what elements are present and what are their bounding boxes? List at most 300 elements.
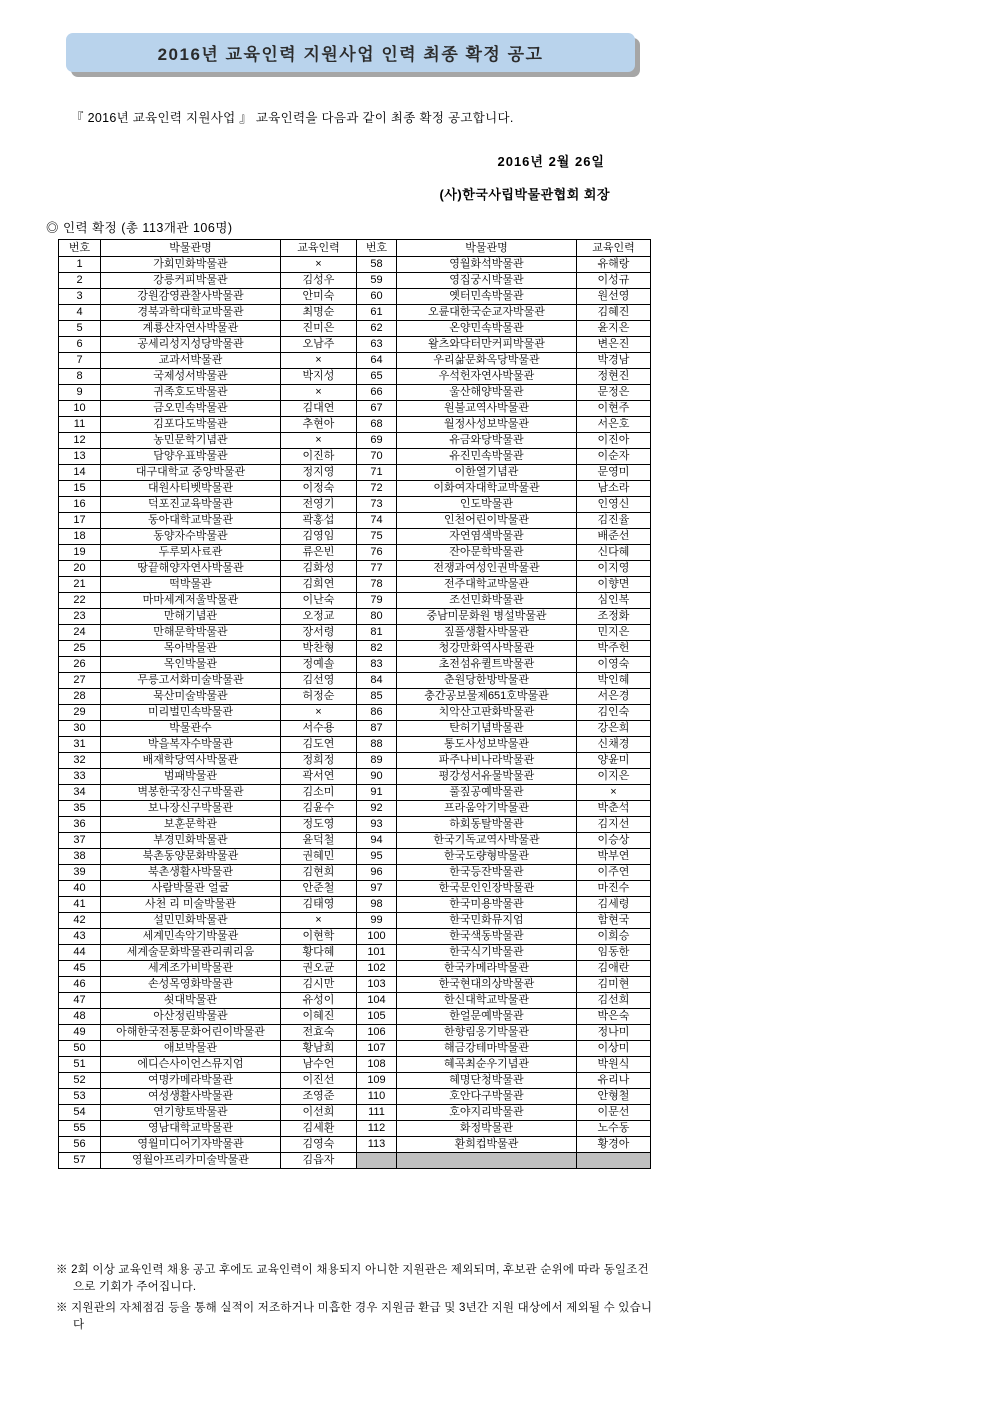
museum-name-cell: 만해기념관 [101,609,281,625]
row-number-cell: 30 [59,721,101,737]
personnel-cell: 이현주 [577,401,651,417]
row-number-cell: 99 [357,913,397,929]
personnel-cell: 김영임 [281,529,357,545]
museum-name-cell: 세계조가비박물관 [101,961,281,977]
row-number-cell: 28 [59,689,101,705]
personnel-cell: 서수용 [281,721,357,737]
museum-name-cell: 계룡산자연사박물관 [101,321,281,337]
table-row [59,1009,651,1025]
personnel-cell: 김시만 [281,977,357,993]
row-number-cell: 14 [59,465,101,481]
personnel-cell: 변은진 [577,337,651,353]
museum-name-cell: 여명카메라박물관 [101,1073,281,1089]
header-museum-left: 박물관명 [101,240,281,257]
museum-name-cell: 전쟁과여성인권박물관 [397,561,577,577]
museum-name-cell: 떡박물관 [101,577,281,593]
museum-name-cell: 동아대학교박물관 [101,513,281,529]
personnel-cell: 이영숙 [577,657,651,673]
personnel-table [58,239,651,1169]
personnel-cell: 이난숙 [281,593,357,609]
personnel-cell: 곽서연 [281,769,357,785]
row-number-cell: 55 [59,1121,101,1137]
table-row [59,977,651,993]
museum-name-cell: 세계술문화박물관리쿼리움 [101,945,281,961]
museum-name-cell: 울산해양박물관 [397,385,577,401]
personnel-cell: 원선영 [577,289,651,305]
table-row [59,817,651,833]
museum-name-cell: 영집궁시박물관 [397,273,577,289]
personnel-cell: 전영기 [281,497,357,513]
row-number-cell: 76 [357,545,397,561]
row-number-cell: 63 [357,337,397,353]
row-number-cell: 11 [59,417,101,433]
table-row [59,705,651,721]
museum-name-cell: 유금와당박물관 [397,433,577,449]
row-number-cell: 92 [357,801,397,817]
row-number-cell: 9 [59,385,101,401]
row-number-cell: 94 [357,833,397,849]
row-number-cell: 113 [357,1137,397,1153]
row-number-cell: 93 [357,817,397,833]
row-number-cell: 110 [357,1089,397,1105]
personnel-cell: 김지선 [577,817,651,833]
table-row [59,577,651,593]
row-number-cell: 46 [59,977,101,993]
table-row [59,721,651,737]
row-number-cell: 27 [59,673,101,689]
museum-name-cell: 잔아문학박물관 [397,545,577,561]
table-row [59,1025,651,1041]
table-row [59,945,651,961]
museum-name-cell: 미리벌민속박물관 [101,705,281,721]
museum-name-cell: 초전섬유퀼트박물관 [397,657,577,673]
museum-name-cell: 오륜대한국순교자박물관 [397,305,577,321]
museum-name-cell: 아산정린박물관 [101,1009,281,1025]
museum-name-cell: 한국색동박물관 [397,929,577,945]
personnel-cell: 이선희 [281,1105,357,1121]
personnel-cell: 안준철 [281,881,357,897]
personnel-cell: 서은경 [577,689,651,705]
title-banner [66,33,635,72]
row-number-cell: 1 [59,257,101,273]
museum-name-cell: 이한열기념관 [397,465,577,481]
museum-name-cell: 월정사성보박물관 [397,417,577,433]
personnel-cell: 류은빈 [281,545,357,561]
header-personnel-right: 교육인력 [577,240,651,257]
personnel-cell: 김진율 [577,513,651,529]
row-number-cell: 5 [59,321,101,337]
museum-name-cell: 교과서박물관 [101,353,281,369]
personnel-cell: × [281,385,357,401]
row-number-cell: 51 [59,1057,101,1073]
personnel-cell: 조정화 [577,609,651,625]
personnel-cell: 배준선 [577,529,651,545]
personnel-cell: 김선영 [281,673,357,689]
personnel-cell: 권오균 [281,961,357,977]
personnel-cell: 추현아 [281,417,357,433]
personnel-cell: 박찬형 [281,641,357,657]
museum-name-cell: 연기향토박물관 [101,1105,281,1121]
row-number-cell: 65 [357,369,397,385]
table-header-row [59,240,651,257]
table-row [59,625,651,641]
personnel-cell: 정예솔 [281,657,357,673]
table-row [59,993,651,1009]
row-number-cell: 43 [59,929,101,945]
museum-name-cell: 경북과학대학교박물관 [101,305,281,321]
museum-name-cell: 무릉고서화미술박물관 [101,673,281,689]
personnel-cell: 진미은 [281,321,357,337]
row-number-cell: 109 [357,1073,397,1089]
row-number-cell: 59 [357,273,397,289]
personnel-cell: 유해랑 [577,257,651,273]
row-number-cell: 47 [59,993,101,1009]
museum-name-cell: 우석헌자연사박물관 [397,369,577,385]
table-row [59,1089,651,1105]
museum-name-cell: 호안다구박물관 [397,1089,577,1105]
footnote-item: ※ 지원관의 자체점검 등을 통해 실적이 저조하거나 미흡한 경우 지원금 환급 및 3년간 지원 대상에서 제외될 수 있습니다 [56,1301,653,1331]
museum-name-cell: 동양자수박물관 [101,529,281,545]
personnel-cell: 정지영 [281,465,357,481]
row-number-cell: 80 [357,609,397,625]
museum-name-cell: 조선민화박물관 [397,593,577,609]
museum-name-cell: 대구대학교 중앙박물관 [101,465,281,481]
museum-name-cell: 북촌동양문화박물관 [101,849,281,865]
row-number-cell: 39 [59,865,101,881]
table-row [59,257,651,273]
personnel-cell: 서은호 [577,417,651,433]
museum-name-cell: 온양민속박물관 [397,321,577,337]
table-row [59,353,651,369]
museum-name-cell: 금오민속박물관 [101,401,281,417]
museum-name-cell: 해금강테마박물관 [397,1041,577,1057]
personnel-cell: 노수동 [577,1121,651,1137]
personnel-cell: 민지은 [577,625,651,641]
personnel-cell: 박은숙 [577,1009,651,1025]
museum-name-cell: 사람박물관 얼굴 [101,881,281,897]
museum-name-cell: 한신대학교박물관 [397,993,577,1009]
museum-name-cell: 평강성서유물박물관 [397,769,577,785]
personnel-cell: 이현학 [281,929,357,945]
personnel-cell [577,1153,651,1169]
personnel-cell: 김대연 [281,401,357,417]
museum-name-cell: 애보박물관 [101,1041,281,1057]
museum-name-cell: 목아박물관 [101,641,281,657]
museum-name-cell: 아해한국전통문화어린이박물관 [101,1025,281,1041]
museum-name-cell: 강원감영관찰사박물관 [101,289,281,305]
museum-name-cell: 여성생활사박물관 [101,1089,281,1105]
row-number-cell: 74 [357,513,397,529]
museum-name-cell: 국제성서박물관 [101,369,281,385]
row-number-cell: 37 [59,833,101,849]
museum-name-cell: 벽봉한국장신구박물관 [101,785,281,801]
section-heading: ◎ 인력 확정 (총 113개관 106명) [46,221,233,235]
personnel-cell: 박경남 [577,353,651,369]
signature-line: (사)한국사립박물관협회 회장 [439,187,610,202]
museum-name-cell: 김포다도박물관 [101,417,281,433]
row-number-cell: 90 [357,769,397,785]
museum-name-cell: 쇳대박물관 [101,993,281,1009]
row-number-cell: 23 [59,609,101,625]
museum-name-cell: 사천 리 미술박물관 [101,897,281,913]
row-number-cell: 33 [59,769,101,785]
personnel-cell: 김미현 [577,977,651,993]
personnel-cell: 이상미 [577,1041,651,1057]
museum-name-cell: 박물관수 [101,721,281,737]
row-number-cell: 12 [59,433,101,449]
museum-name-cell: 치악산고판화박물관 [397,705,577,721]
museum-name-cell: 강릉커피박물관 [101,273,281,289]
row-number-cell: 89 [357,753,397,769]
row-number-cell: 91 [357,785,397,801]
personnel-cell: 김영숙 [281,1137,357,1153]
personnel-cell: 권혜민 [281,849,357,865]
museum-name-cell: 귀족호도박물관 [101,385,281,401]
row-number-cell: 95 [357,849,397,865]
museum-name-cell: 영남대학교박물관 [101,1121,281,1137]
museum-name-cell: 원불교역사박물관 [397,401,577,417]
table-row [59,481,651,497]
row-number-cell: 97 [357,881,397,897]
row-number-cell: 22 [59,593,101,609]
row-number-cell: 101 [357,945,397,961]
museum-name-cell: 만해문학박물관 [101,625,281,641]
row-number-cell: 19 [59,545,101,561]
table-row [59,913,651,929]
personnel-cell: 안형철 [577,1089,651,1105]
personnel-cell: 김윤수 [281,801,357,817]
museum-name-cell: 담양우표박물관 [101,449,281,465]
row-number-cell: 8 [59,369,101,385]
row-number-cell: 68 [357,417,397,433]
museum-name-cell: 손성목영화박물관 [101,977,281,993]
personnel-cell: 이희승 [577,929,651,945]
personnel-cell: 박춘석 [577,801,651,817]
museum-name-cell: 중남미문화원 병설박물관 [397,609,577,625]
museum-name-cell: 보나장신구박물관 [101,801,281,817]
row-number-cell: 16 [59,497,101,513]
personnel-cell: 윤지은 [577,321,651,337]
row-number-cell: 54 [59,1105,101,1121]
personnel-cell: 윤덕철 [281,833,357,849]
museum-name-cell [397,1153,577,1169]
museum-name-cell: 통도사성보박물관 [397,737,577,753]
header-museum-right: 박물관명 [397,240,577,257]
row-number-cell: 64 [357,353,397,369]
personnel-cell: 정희정 [281,753,357,769]
museum-name-cell: 한국도량형박물관 [397,849,577,865]
page-title: 2016년 교육인력 지원사업 인력 최종 확정 공고 [157,45,544,64]
row-number-cell: 45 [59,961,101,977]
personnel-cell: 남수언 [281,1057,357,1073]
table-row [59,769,651,785]
personnel-cell: × [281,353,357,369]
row-number-cell: 75 [357,529,397,545]
table-row [59,641,651,657]
row-number-cell: 62 [357,321,397,337]
museum-name-cell: 탄허기념박물관 [397,721,577,737]
table-row [59,1137,651,1153]
row-number-cell: 103 [357,977,397,993]
table-row [59,609,651,625]
personnel-cell: 인영신 [577,497,651,513]
museum-name-cell: 춘원당한방박물관 [397,673,577,689]
table-row [59,369,651,385]
row-number-cell: 85 [357,689,397,705]
museum-name-cell: 풀짚공예박물관 [397,785,577,801]
personnel-cell: 박주헌 [577,641,651,657]
personnel-cell: 황경아 [577,1137,651,1153]
row-number-cell: 2 [59,273,101,289]
personnel-cell: 황다혜 [281,945,357,961]
personnel-cell: 이문선 [577,1105,651,1121]
museum-name-cell: 배재학당역사박물관 [101,753,281,769]
personnel-cell: 문정은 [577,385,651,401]
personnel-cell: 김도연 [281,737,357,753]
personnel-cell: 이혜진 [281,1009,357,1025]
table-body [59,257,651,1169]
personnel-cell: 최명순 [281,305,357,321]
museum-name-cell: 범패박물관 [101,769,281,785]
table-row [59,465,651,481]
row-number-cell: 81 [357,625,397,641]
museum-name-cell: 혜명단청박물관 [397,1073,577,1089]
row-number-cell: 18 [59,529,101,545]
row-number-cell: 102 [357,961,397,977]
museum-name-cell: 한국민화뮤지엄 [397,913,577,929]
table-row [59,833,651,849]
row-number-cell: 104 [357,993,397,1009]
table-row [59,433,651,449]
museum-name-cell: 우리삶문화옥당박물관 [397,353,577,369]
row-number-cell: 56 [59,1137,101,1153]
personnel-cell: 전효숙 [281,1025,357,1041]
table-row [59,689,651,705]
personnel-cell: 양윤미 [577,753,651,769]
header-personnel-left: 교육인력 [281,240,357,257]
row-number-cell: 3 [59,289,101,305]
museum-name-cell: 대원사티벳박물관 [101,481,281,497]
personnel-cell: 김인숙 [577,705,651,721]
museum-name-cell: 짚풀생활사박물관 [397,625,577,641]
row-number-cell: 77 [357,561,397,577]
row-number-cell: 67 [357,401,397,417]
row-number-cell: 83 [357,657,397,673]
museum-name-cell: 프라움악기박물관 [397,801,577,817]
row-number-cell: 79 [357,593,397,609]
row-number-cell: 57 [59,1153,101,1169]
row-number-cell: 111 [357,1105,397,1121]
personnel-cell: 마진수 [577,881,651,897]
personnel-cell: 오정교 [281,609,357,625]
museum-name-cell: 이화여자대학교박물관 [397,481,577,497]
personnel-cell: 곽홍섭 [281,513,357,529]
museum-name-cell: 인천어린이박물관 [397,513,577,529]
museum-name-cell: 옛터민속박물관 [397,289,577,305]
row-number-cell: 78 [357,577,397,593]
personnel-cell: 심인복 [577,593,651,609]
museum-name-cell: 화정박물관 [397,1121,577,1137]
row-number-cell: 105 [357,1009,397,1025]
personnel-cell: 이지은 [577,769,651,785]
table-row [59,737,651,753]
table-row [59,865,651,881]
table-row [59,849,651,865]
museum-name-cell: 공세리성지성당박물관 [101,337,281,353]
table-row [59,337,651,353]
museum-name-cell: 영월아프리카미술박물관 [101,1153,281,1169]
row-number-cell: 7 [59,353,101,369]
personnel-cell: × [281,433,357,449]
personnel-cell: 김성우 [281,273,357,289]
table-row [59,561,651,577]
row-number-cell: 17 [59,513,101,529]
personnel-cell: × [281,913,357,929]
row-number-cell: 66 [357,385,397,401]
personnel-cell: 이승상 [577,833,651,849]
museum-name-cell: 세계민속악기박물관 [101,929,281,945]
museum-name-cell: 자연염색박물관 [397,529,577,545]
museum-name-cell: 에디슨사이언스뮤지엄 [101,1057,281,1073]
table-row [59,593,651,609]
table-row [59,1153,651,1169]
museum-name-cell: 청강만화역사박물관 [397,641,577,657]
row-number-cell: 6 [59,337,101,353]
row-number-cell: 84 [357,673,397,689]
personnel-cell: 이진하 [281,449,357,465]
museum-name-cell: 전주대학교박물관 [397,577,577,593]
table-row [59,385,651,401]
personnel-cell: 문영미 [577,465,651,481]
museum-name-cell: 영월화석박물관 [397,257,577,273]
museum-name-cell: 농민문학기념관 [101,433,281,449]
row-number-cell: 32 [59,753,101,769]
table-row [59,273,651,289]
table-row [59,657,651,673]
personnel-cell: 정도영 [281,817,357,833]
row-number-cell: 21 [59,577,101,593]
museum-name-cell: 마마세계저울박물관 [101,593,281,609]
table-row [59,1073,651,1089]
personnel-cell: × [281,257,357,273]
table-row [59,321,651,337]
row-number-cell: 73 [357,497,397,513]
museum-name-cell: 파주나비나라박물관 [397,753,577,769]
personnel-cell: 김애란 [577,961,651,977]
museum-name-cell: 설민민화박물관 [101,913,281,929]
row-number-cell: 70 [357,449,397,465]
museum-name-cell: 왈츠와닥터만커피박물관 [397,337,577,353]
personnel-cell: 오남주 [281,337,357,353]
table-row [59,289,651,305]
personnel-cell: 박원식 [577,1057,651,1073]
row-number-cell [357,1153,397,1169]
row-number-cell: 82 [357,641,397,657]
row-number-cell: 48 [59,1009,101,1025]
personnel-cell: 이향면 [577,577,651,593]
row-number-cell: 20 [59,561,101,577]
museum-name-cell: 땅끝해양자연사박물관 [101,561,281,577]
row-number-cell: 13 [59,449,101,465]
table-row [59,801,651,817]
museum-name-cell: 한국현대의상박물관 [397,977,577,993]
table-row [59,897,651,913]
museum-name-cell: 한국등잔박물관 [397,865,577,881]
personnel-cell: 김소미 [281,785,357,801]
museum-name-cell: 호야지리박물관 [397,1105,577,1121]
museum-name-cell: 한국기독교역사박물관 [397,833,577,849]
museum-name-cell: 부경민화박물관 [101,833,281,849]
